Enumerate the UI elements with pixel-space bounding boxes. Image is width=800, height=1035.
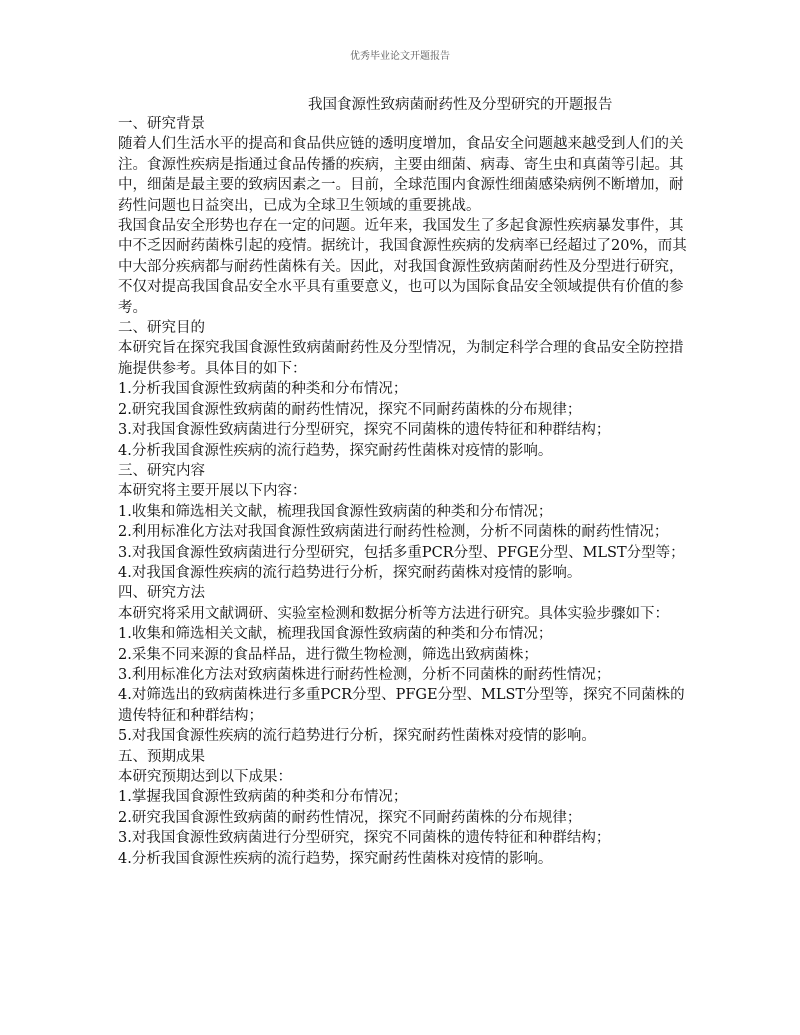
list-item: 4.分析我国食源性疾病的流行趋势，探究耐药性菌株对疫情的影响。 xyxy=(118,442,553,459)
list-item: 3.利用标准化方法对致病菌株进行耐药性检测，分析不同菌株的耐药性情况； xyxy=(118,666,611,683)
paragraph-content-intro: 本研究将主要开展以下内容： xyxy=(118,483,307,500)
list-item: 1.分析我国食源性致病菌的种类和分布情况； xyxy=(118,381,408,398)
list-item: 3.对我国食源性致病菌进行分型研究，探究不同菌株的遗传特征和种群结构； xyxy=(118,830,611,847)
section-heading-content: 三、研究内容 xyxy=(118,462,205,479)
list-item: 3.对我国食源性致病菌进行分型研究，探究不同菌株的遗传特征和种群结构； xyxy=(118,422,611,439)
document-title: 我国食源性致病菌耐药性及分型研究的开题报告 xyxy=(308,97,613,113)
document-body xyxy=(118,114,693,869)
section-heading-background: 一、研究背景 xyxy=(118,116,205,132)
list-item: 2.利用标准化方法对我国食源性致病菌进行耐药性检测，分析不同菌株的耐药性情况； xyxy=(118,524,669,541)
list-item: 4.分析我国食源性疾病的流行趋势，探究耐药性菌株对疫情的影响。 xyxy=(118,850,553,867)
page-header: 优秀毕业论文开题报告 xyxy=(350,51,450,62)
section-heading-outcomes: 五、预期成果 xyxy=(118,748,205,765)
list-item: 2.采集不同来源的食品样品，进行微生物检测，筛选出致病菌株； xyxy=(118,646,538,663)
paragraph-methods-intro: 本研究将采用文献调研、实验室检测和数据分析等方法进行研究。具体实验步骤如下： xyxy=(118,605,669,622)
list-item: 3.对我国食源性致病菌进行分型研究，包括多重PCR分型、PFGE分型、MLST分型等； xyxy=(118,544,685,561)
section-heading-methods: 四、研究方法 xyxy=(118,585,205,602)
list-item: 5.对我国食源性疾病的流行趋势进行分析，探究耐药性菌株对疫情的影响。 xyxy=(118,728,596,745)
paragraph-outcomes-intro: 本研究预期达到以下成果： xyxy=(118,769,292,785)
list-item: 1.收集和筛选相关文献，梳理我国食源性致病菌的种类和分布情况； xyxy=(118,626,553,643)
list-item: 2.研究我国食源性致病菌的耐药性情况，探究不同耐药菌株的分布规律； xyxy=(118,401,582,418)
paragraph-purpose-intro: 本研究旨在探究我国食源性致病菌耐药性及分型情况，为制定科学合理的食品安全防控措施提供参考。具体目的如下： xyxy=(118,340,684,377)
paragraph-background-1: 随着人们生活水平的提高和食品供应链的透明度增加，食品安全问题越来越受到人们的关注。食源性疾病是指通过食品传播的疾病，主要由细菌、病毒、寄生虫和真菌等引起。其中，细菌是最主要的致病因素之一。目前，全球范围内食源性细菌感染病例不断增加，耐药性问题也日益突出，已成为全球卫生领域的重要挑战。 xyxy=(118,136,684,214)
list-item: 1.掌握我国食源性致病菌的种类和分布情况； xyxy=(118,789,408,806)
list-item: 1.收集和筛选相关文献，梳理我国食源性致病菌的种类和分布情况； xyxy=(118,503,553,520)
list-item: 4.对筛选出的致病菌株进行多重PCR分型、PFGE分型、MLST分型等，探究不同菌株的遗传特征和种群结构； xyxy=(118,687,685,724)
paragraph-background-2: 我国食品安全形势也存在一定的问题。近年来，我国发生了多起食源性疾病暴发事件，其中不乏因耐药菌株引起的疫情。据统计，我国食源性疾病的发病率已经超过了20%，而其中大部分疾病都与耐药性菌株有关。因此，对我国食源性致病菌耐药性及分型进行研究，不仅对提高我国食品安全水平具有重要意义，也可以为国际食品安全领域提供有价值的参考。 xyxy=(118,218,687,316)
section-heading-purpose: 二、研究目的 xyxy=(118,320,205,337)
list-item: 4.对我国食源性疾病的流行趋势进行分析，探究耐药菌株对疫情的影响。 xyxy=(118,564,582,581)
list-item: 2.研究我国食源性致病菌的耐药性情况，探究不同耐药菌株的分布规律； xyxy=(118,809,582,826)
